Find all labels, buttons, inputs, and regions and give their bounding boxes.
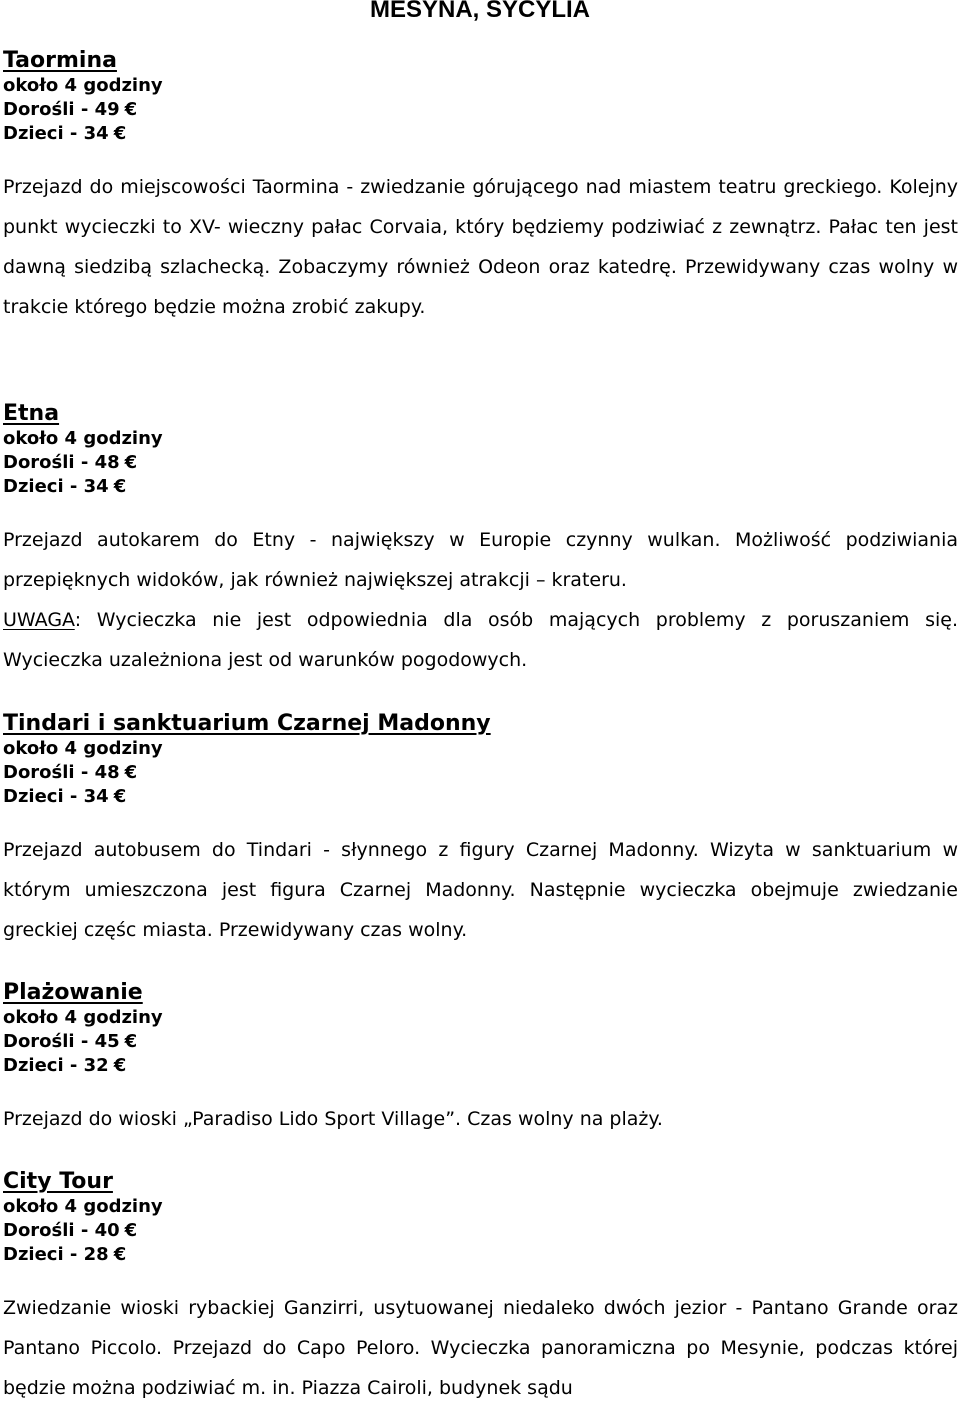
euro-symbol: € — [113, 123, 127, 144]
euro-symbol: € — [113, 786, 127, 807]
price-children-label: Dzieci - 34 — [3, 476, 109, 497]
excursion-tindari — [3, 711, 958, 950]
price-children — [3, 475, 958, 499]
price-adults — [3, 1219, 958, 1243]
euro-symbol: € — [124, 452, 138, 473]
excursion-plazowanie — [3, 980, 958, 1139]
section-title: Tindari i sanktuarium Czarnej Madonny — [3, 711, 491, 736]
price-children — [3, 1243, 958, 1267]
duration: około 4 godziny — [3, 1196, 163, 1217]
section-description: Zwiedzanie wioski rybackiej Ganzirri, usytuowanej niedaleko dwóch jezior - Pantano Grande oraz Pantano Piccolo. Przejazd do Capo Peloro. Wycieczka panoramiczna po Mesynie, podczas której będzie można podziwiać m. in. Piazza Cairoli, budynek sądu — [3, 1297, 958, 1399]
euro-symbol: € — [113, 1055, 127, 1076]
euro-symbol: € — [124, 762, 138, 783]
page-title: MESYNA, SYCYLIA — [369, 0, 591, 23]
price-children — [3, 785, 958, 809]
price-adults-label: Dorośli - 45 — [3, 1031, 120, 1052]
price-adults-label: Dorośli - 48 — [3, 762, 120, 783]
price-adults — [3, 98, 958, 122]
section-title: City Tour — [3, 1169, 113, 1194]
price-children-label: Dzieci - 34 — [3, 786, 109, 807]
euro-symbol: € — [113, 1244, 127, 1265]
euro-symbol: € — [124, 1220, 138, 1241]
warning-label: UWAGA — [3, 609, 75, 631]
section-title: Plażowanie — [3, 980, 143, 1005]
excursion-taormina — [3, 48, 958, 327]
section-description: Przejazd autokarem do Etny - największy w Europie czynny wulkan. Możliwość podziwiania przepięknych widoków, jak również największej atrakcji – krateru. — [3, 529, 958, 591]
price-children-label: Dzieci - 32 — [3, 1055, 109, 1076]
price-adults-label: Dorośli - 48 — [3, 452, 120, 473]
price-adults — [3, 1030, 958, 1054]
duration: około 4 godziny — [3, 75, 163, 96]
price-children-label: Dzieci - 34 — [3, 123, 109, 144]
excursion-city-tour — [3, 1169, 958, 1408]
duration: około 4 godziny — [3, 428, 163, 449]
section-title: Taormina — [3, 48, 117, 73]
section-description: Przejazd do wioski „Paradiso Lido Sport Village”. Czas wolny na plaży. — [3, 1108, 663, 1130]
duration: około 4 godziny — [3, 738, 163, 759]
section-title: Etna — [3, 401, 60, 426]
euro-symbol: € — [124, 1031, 138, 1052]
price-adults — [3, 451, 958, 475]
duration: około 4 godziny — [3, 1007, 163, 1028]
euro-symbol: € — [124, 99, 138, 120]
price-adults-label: Dorośli - 40 — [3, 1220, 120, 1241]
excursion-etna — [3, 401, 958, 680]
section-description: Przejazd autobusem do Tindari - słynnego z figury Czarnej Madonny. Wizyta w sanktuarium w którym umieszczona jest figura Czarnej Madonny. Następnie wycieczka obejmuje zwiedzanie greckiej częśc miasta. Przewidywany czas wolny. — [3, 839, 958, 941]
price-children — [3, 1054, 958, 1078]
warning-text: : Wycieczka nie jest odpowiednia dla osób mających problemy z poruszaniem się. Wycieczka uzależniona jest od warunków pogodowych. — [3, 609, 958, 671]
section-description: Przejazd do miejscowości Taormina - zwiedzanie górującego nad miastem teatru greckiego. Kolejny punkt wycieczki to XV- wieczny pałac Corvaia, który będziemy podziwiać z zewnątrz. Pałac ten jest dawną siedzibą szlachecką. Zobaczymy również Odeon oraz katedrę. Przewidywany czas wolny w trakcie którego będzie można zrobić zakupy. — [3, 176, 958, 318]
price-adults — [3, 761, 958, 785]
price-children-label: Dzieci - 28 — [3, 1244, 109, 1265]
price-adults-label: Dorośli - 49 — [3, 99, 120, 120]
warning-paragraph — [3, 600, 958, 680]
price-children — [3, 122, 958, 146]
euro-symbol: € — [113, 476, 127, 497]
